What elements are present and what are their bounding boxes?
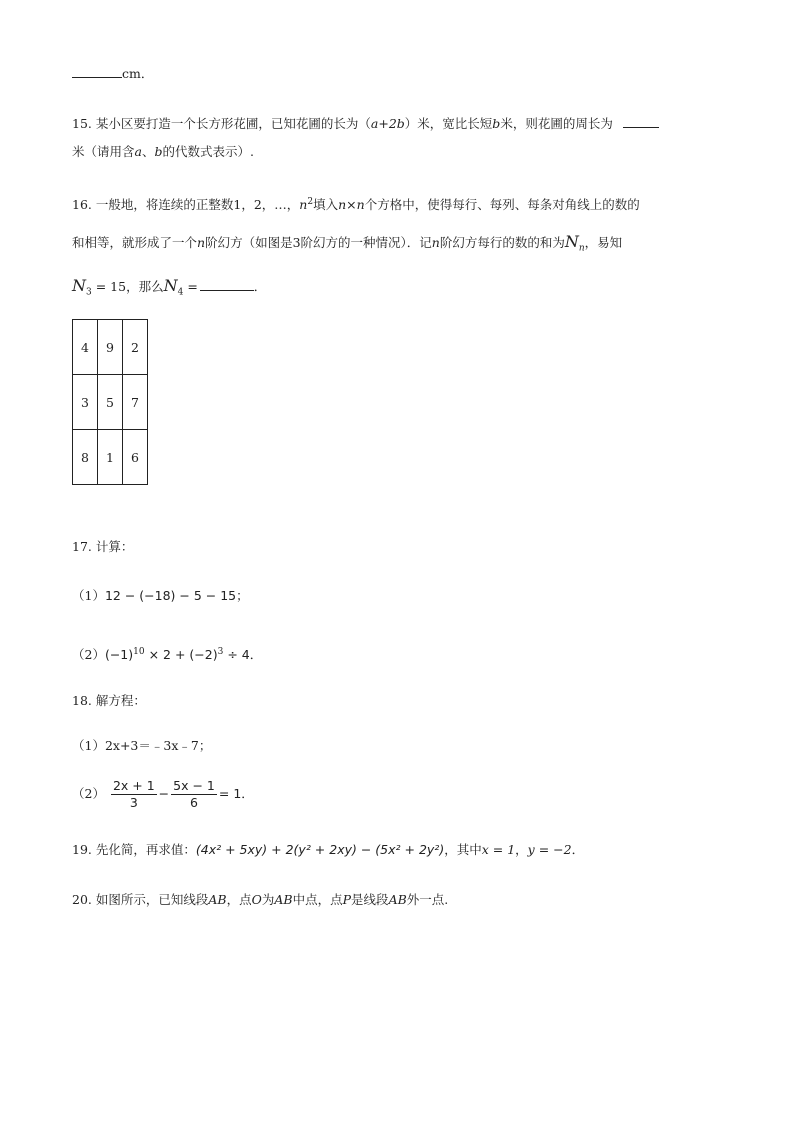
period: ． [241, 786, 254, 801]
q18-title-line [72, 692, 146, 710]
subscript: 3 [86, 287, 92, 298]
exponent: 3 [217, 647, 224, 657]
var-n: n [197, 235, 206, 250]
period: ． [253, 279, 267, 294]
var-a: a [134, 144, 142, 159]
n-times-n: n×n [338, 197, 365, 213]
var-N: N [163, 276, 178, 295]
answer-blank[interactable] [200, 277, 254, 291]
q16-text: 填入 [313, 197, 339, 213]
table-cell: 2 [123, 320, 148, 375]
q15-line-2 [72, 143, 254, 161]
question-number: 15. [72, 116, 92, 131]
q16-text: ，易知 [584, 235, 623, 250]
table-cell: 4 [73, 320, 98, 375]
q17-title: 计算： [95, 539, 134, 554]
subscript: n [578, 243, 585, 254]
q16-text: 和相等，就形成了一个 [72, 235, 198, 250]
q20-text: 中点，点 [292, 892, 343, 907]
table-row [73, 320, 148, 375]
exponent: 2 [307, 197, 314, 207]
q16-text: 个方格中，使得每行、每列、每条对角线上的数的 [364, 197, 640, 213]
segment-AB: AB [274, 892, 293, 907]
q15-text: 米（请用含 [72, 144, 135, 159]
q17-part-1 [72, 587, 249, 605]
q15-length-expr: a+2b [370, 116, 405, 131]
q16-text: 一般地，将连续的正整数1，2，…， [95, 197, 300, 213]
y-value: y = −2 [527, 842, 572, 857]
q14-answer-line [72, 64, 153, 83]
q17-part-2 [72, 643, 262, 664]
q16-line-3 [72, 277, 266, 302]
minus: − [158, 786, 170, 801]
answer-blank[interactable] [72, 64, 122, 78]
numerator: 5x − 1 [173, 778, 215, 793]
q15-text: 的代数式表示）. [162, 144, 254, 159]
q19-expression: (4x² + 5xy) + 2(y² + 2xy) − (5x² + 2y²) [195, 842, 445, 857]
q17-expr-2a: (−1) [104, 647, 134, 663]
equals: = [187, 279, 198, 294]
table-cell: 3 [73, 375, 98, 430]
question-number: 17. [72, 539, 92, 554]
q15-text: ）米，宽比长短 [404, 116, 493, 131]
q16-text: ，那么 [126, 279, 164, 294]
fraction [111, 778, 157, 811]
point-P: P [342, 892, 352, 907]
q15-text: 米，则花圃的周长为 [500, 116, 613, 131]
q20-text: 如图所示，已知线段 [95, 892, 209, 907]
part-label: （2） [72, 786, 105, 801]
q19-title: 先化简，再求值： [95, 842, 196, 857]
q18-part-2 [72, 778, 254, 811]
equation: = 15 [95, 279, 127, 294]
table-cell: 1 [98, 430, 123, 485]
q20-text: ，点 [226, 892, 252, 907]
answer-blank[interactable] [623, 114, 659, 128]
denominator: 6 [190, 795, 198, 810]
q20-text: 外一点. [406, 892, 449, 907]
q17-expr-2b: × 2 + (−2) [148, 647, 218, 663]
q14-unit: cm． [122, 66, 154, 81]
q20-line [72, 891, 448, 909]
q15-line-1 [72, 114, 659, 133]
period: ． [571, 842, 585, 857]
q18-part-1 [72, 737, 211, 755]
question-number: 16. [72, 197, 92, 213]
fraction [171, 778, 217, 811]
q20-text: 为 [261, 892, 275, 907]
period: ． [249, 647, 263, 663]
q15-text: 某小区要打造一个长方形花圃，已知花圃的长为（ [95, 116, 371, 131]
q18-title: 解方程： [95, 693, 146, 708]
var-N: N [72, 276, 86, 295]
part-label: （1） [72, 588, 105, 603]
q18-equation-1: 2x+3＝﹣3x﹣7； [104, 738, 212, 753]
rhs: = 1 [218, 786, 242, 801]
q20-text: 是线段 [351, 892, 389, 907]
table-cell: 8 [73, 430, 98, 485]
denominator: 3 [129, 795, 138, 810]
segment-AB: AB [388, 892, 407, 907]
part-label: （2） [72, 647, 105, 663]
subscript: 4 [177, 287, 184, 298]
semicolon: ； [236, 588, 249, 603]
table-cell: 5 [98, 375, 123, 430]
magic-square-table [72, 319, 148, 485]
q16-line-1 [72, 193, 640, 214]
q16-line-2 [72, 233, 622, 258]
table-cell: 7 [123, 375, 148, 430]
table-row [73, 375, 148, 430]
q16-text: 阶幻方每行的数的和为 [439, 235, 565, 250]
separator: 、 [141, 144, 155, 159]
q17-title-line [72, 538, 133, 556]
numerator: 2x + 1 [112, 778, 155, 793]
point-O: O [251, 892, 262, 907]
comma: ， [515, 842, 528, 857]
var-b: b [492, 116, 501, 131]
var-b: b [154, 144, 163, 159]
exponent: 10 [133, 647, 145, 657]
q19-text: ，其中 [444, 842, 482, 857]
var-N: N [564, 232, 579, 251]
table-row [73, 430, 148, 485]
q16-text: 阶幻方（如图是3阶幻方的一种情况）．记 [205, 235, 432, 250]
segment-AB: AB [208, 892, 227, 907]
q19-line [72, 841, 584, 859]
table-cell: 6 [123, 430, 148, 485]
question-number: 19. [72, 842, 92, 857]
question-number: 20. [72, 892, 92, 907]
x-value: x = 1 [481, 842, 516, 857]
table-cell: 9 [98, 320, 123, 375]
var-n: n [431, 235, 440, 250]
question-number: 18. [72, 693, 92, 708]
var-n: n [299, 197, 308, 213]
q17-expr-2c: ÷ 4 [227, 647, 250, 663]
q17-expr-1: 12 − (−18) − 5 − 15 [104, 588, 237, 603]
part-label: （1） [72, 738, 105, 753]
